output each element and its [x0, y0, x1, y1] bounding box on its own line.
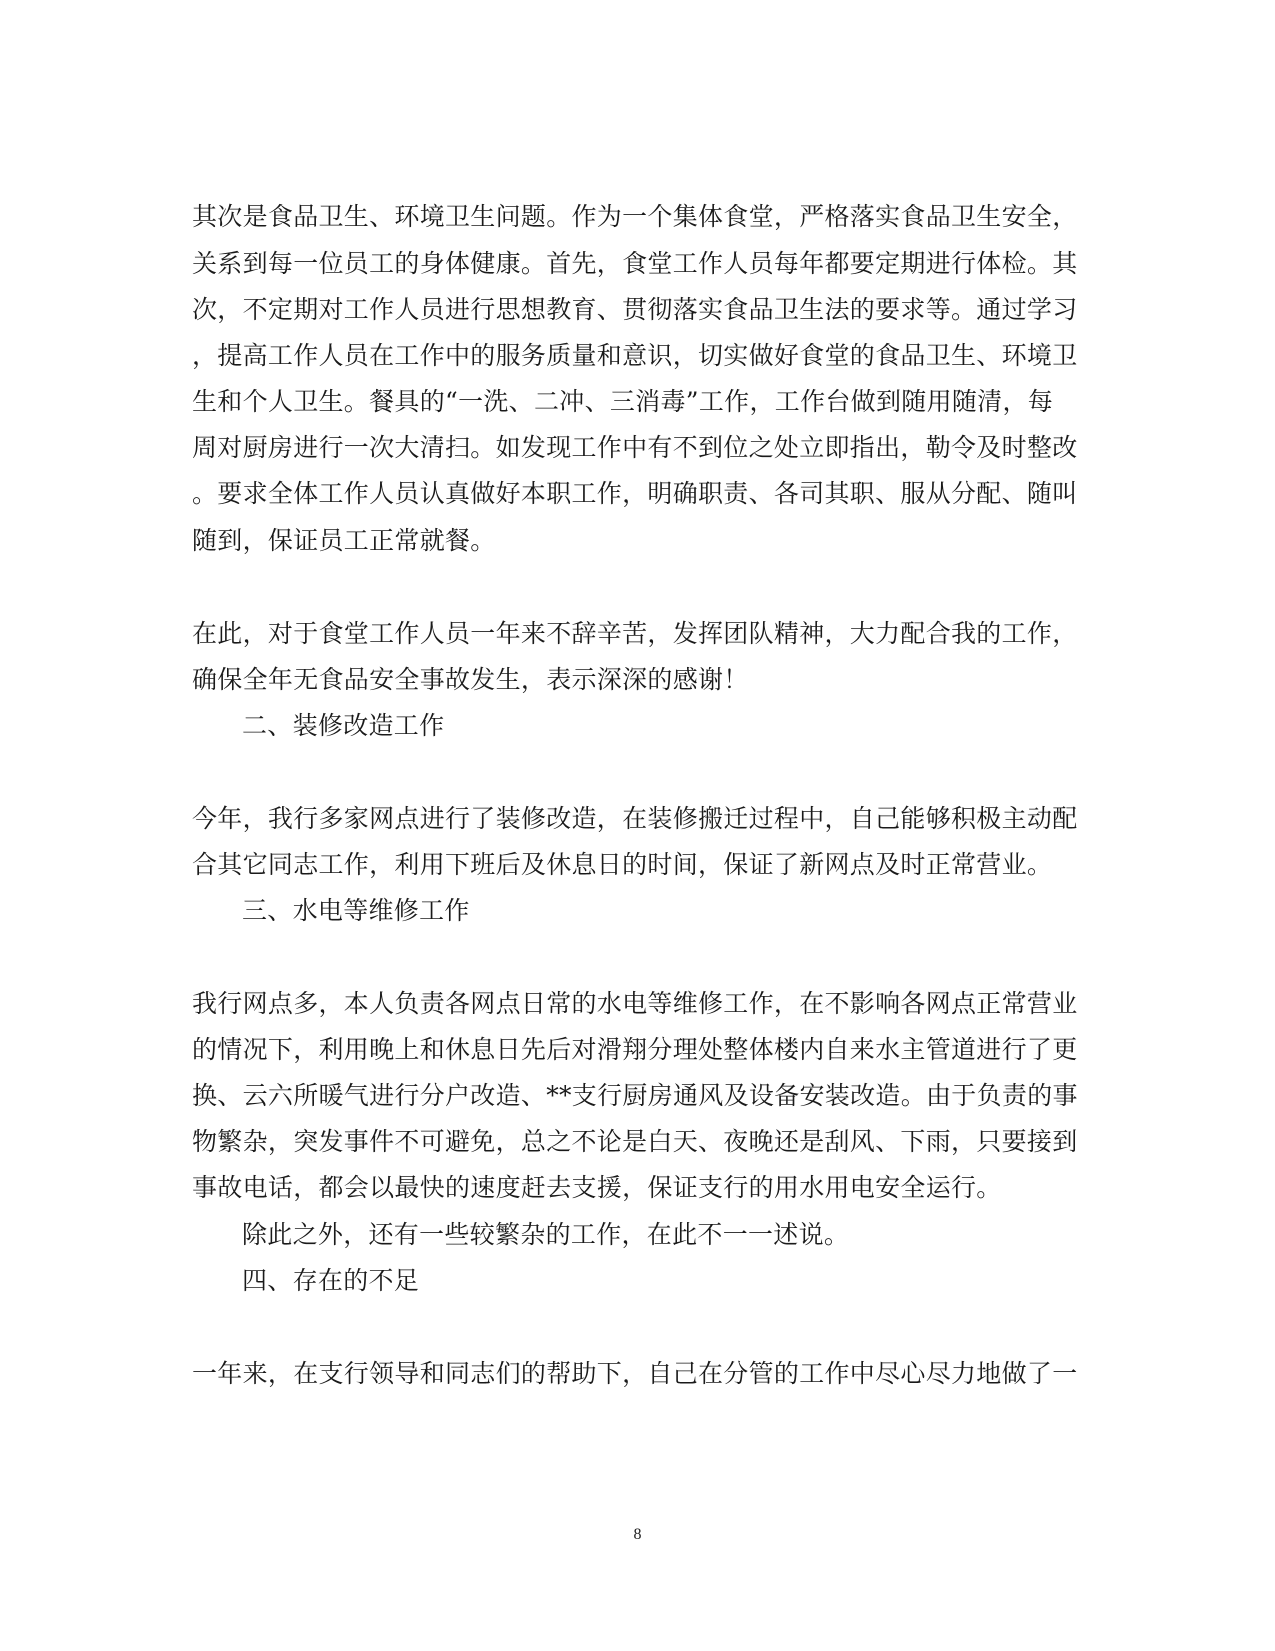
paragraph-line: 次，不定期对工作人员进行思想教育、贯彻落实食品卫生法的要求等。通过学习	[192, 295, 1078, 324]
paragraph-line: 我行网点多，本人负责各网点日常的水电等维修工作，在不影响各网点正常营业	[192, 989, 1078, 1018]
paragraph-line: 确保全年无食品安全事故发生，表示深深的感谢！	[192, 665, 749, 694]
paragraph-line: 合其它同志工作，利用下班后及休息日的时间，保证了新网点及时正常营业。	[192, 850, 1053, 879]
page-number: 8	[633, 1526, 642, 1543]
paragraph-line: 在此，对于食堂工作人员一年来不辞辛苦，发挥团队精神，大力配合我的工作，	[192, 619, 1078, 648]
paragraph-line: 其次是食品卫生、环境卫生问题。作为一个集体食堂，严格落实食品卫生安全，	[192, 202, 1078, 231]
paragraph-line: 随到，保证员工正常就餐。	[192, 526, 496, 555]
paragraph-line: 今年，我行多家网点进行了装修改造，在装修搬迁过程中，自己能够积极主动配	[192, 804, 1078, 833]
paragraph-line: 一年来，在支行领导和同志们的帮助下，自己在分管的工作中尽心尽力地做了一	[192, 1359, 1078, 1388]
paragraph-line: 生和个人卫生。餐具的“一洗、二冲、三消毒”工作，工作台做到随用随清，每	[192, 387, 1054, 416]
paragraph-line: ，提高工作人员在工作中的服务质量和意识，切实做好食堂的食品卫生、环境卫	[192, 341, 1078, 370]
paragraph-line: 的情况下，利用晚上和休息日先后对滑翔分理处整体楼内自来水主管道进行了更	[192, 1035, 1078, 1064]
section-heading: 二、装修改造工作	[242, 711, 445, 740]
paragraph-line: 除此之外，还有一些较繁杂的工作，在此不一一述说。	[242, 1220, 850, 1249]
paragraph-line: 换、云六所暖气进行分户改造、**支行厨房通风及设备安装改造。由于负责的事	[192, 1081, 1078, 1110]
section-heading: 三、水电等维修工作	[242, 896, 470, 925]
paragraph-line: 物繁杂，突发事件不可避免，总之不论是白天、夜晚还是刮风、下雨，只要接到	[192, 1127, 1078, 1156]
paragraph-line: 事故电话，都会以最快的速度赶去支援，保证支行的用水用电安全运行。	[192, 1173, 1002, 1202]
paragraph-line: 。要求全体工作人员认真做好本职工作，明确职责、各司其职、服从分配、随叫	[192, 479, 1078, 508]
section-heading: 四、存在的不足	[242, 1266, 420, 1295]
paragraph-line: 周对厨房进行一次大清扫。如发现工作中有不到位之处立即指出，勒令及时整改	[192, 433, 1078, 462]
paragraph-line: 关系到每一位员工的身体健康。首先，食堂工作人员每年都要定期进行体检。其	[192, 249, 1078, 278]
